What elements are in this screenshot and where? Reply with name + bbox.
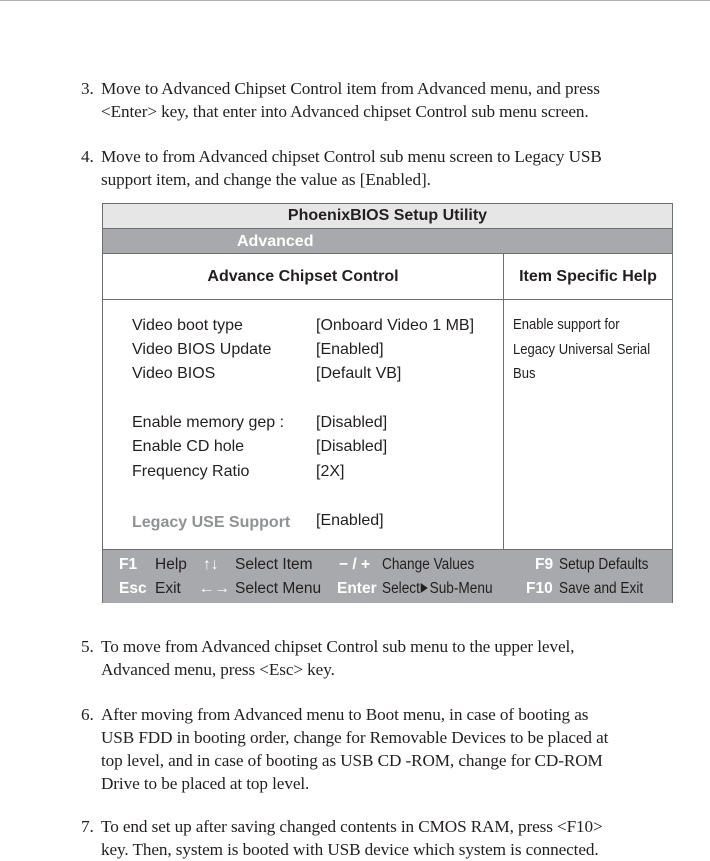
key-legend-row-1 — [103, 554, 672, 576]
help-line: Bus — [513, 366, 536, 382]
setup-defaults-desc: Setup Defaults — [559, 556, 649, 573]
section-title: Advance Chipset Control — [207, 268, 399, 285]
help-line: Legacy Universal Serial — [513, 341, 651, 358]
setting-label: Video boot type — [132, 317, 243, 334]
step-text-line: Move to Advanced Chipset Control item from Advanced menu, and press — [101, 79, 600, 98]
setting-enable-cd-hole[interactable] — [132, 436, 502, 458]
setting-frequency-ratio[interactable] — [132, 461, 502, 483]
step-4 — [81, 145, 681, 191]
setting-value[interactable]: [Disabled] — [316, 438, 388, 455]
step-number: 7. — [81, 817, 94, 836]
step-number: 6. — [81, 705, 94, 724]
setting-label: Video BIOS — [132, 365, 216, 382]
setting-label: Enable memory gep : — [132, 414, 285, 431]
key-legend-row-2 — [103, 578, 672, 600]
setting-value[interactable]: [Disabled] — [316, 414, 388, 431]
bios-setup-screen — [102, 203, 673, 603]
setting-video-bios-update[interactable] — [132, 339, 502, 361]
sub-menu-desc: Sub-Menu — [429, 580, 493, 597]
exit-key-desc: Exit — [155, 580, 181, 597]
step-text-line: To move from Advanced chipset Control sub menu to the upper level, — [101, 637, 575, 656]
submenu-triangle-icon — [421, 583, 428, 593]
setting-label: Frequency Ratio — [132, 463, 250, 480]
key-legend — [103, 549, 672, 603]
setting-enable-memory-gap[interactable] — [132, 412, 502, 434]
setting-value[interactable]: [Onboard Video 1 MB] — [316, 317, 475, 334]
setting-video-boot-type[interactable] — [132, 315, 502, 337]
select-desc: Select — [382, 580, 420, 597]
enter-key: Enter — [337, 580, 377, 597]
step-text-line: After moving from Advanced menu to Boot menu, in case of booting as — [101, 705, 589, 724]
f10-key: F10 — [526, 580, 553, 597]
step-text-line: support item, and change the value as [Enabled]. — [101, 170, 431, 189]
change-values-desc: Change Values — [382, 556, 475, 573]
esc-key: Esc — [119, 580, 147, 597]
setting-value[interactable]: [Default VB] — [316, 365, 402, 382]
step-number: 3. — [81, 79, 94, 98]
step-text-line: To end set up after saving changed contents in CMOS RAM, press <F10> — [101, 817, 603, 836]
minus-plus-key: − / + — [339, 556, 371, 573]
setting-value[interactable]: [2X] — [316, 463, 345, 480]
select-item-desc: Select Item — [235, 556, 313, 573]
step-text-line: key. Then, system is booted with USB device which system is connected. — [101, 840, 599, 859]
setting-value[interactable]: [Enabled] — [316, 341, 384, 358]
setting-label: Legacy USE Support — [132, 514, 291, 531]
tab-advanced[interactable]: Advanced — [237, 233, 314, 250]
left-right-arrows-icon: ←→ — [199, 580, 230, 597]
bios-header-row — [103, 254, 672, 300]
help-title: Item Specific Help — [519, 268, 657, 285]
step-text-line: Advanced menu, press <Esc> key. — [101, 660, 335, 679]
select-menu-desc: Select Menu — [235, 580, 322, 597]
step-text-line: top level, and in case of booting as USB CD -ROM, change for CD-ROM — [101, 751, 603, 770]
help-line: Enable support for — [513, 317, 620, 333]
setting-value[interactable]: [Enabled] — [316, 512, 384, 529]
setting-label: Enable CD hole — [132, 438, 245, 455]
setting-video-bios[interactable] — [132, 363, 502, 385]
step-number: 5. — [81, 637, 94, 656]
step-text-line: USB FDD in booting order, change for Removable Devices to be placed at — [101, 728, 609, 747]
step-text-line: <Enter> key, that enter into Advanced chipset Control sub menu screen. — [101, 102, 589, 121]
setting-label: Video BIOS Update — [132, 341, 272, 358]
column-divider — [503, 254, 504, 549]
up-down-arrows-icon: ↑↓ — [203, 556, 219, 573]
bios-menu-bar — [103, 229, 672, 254]
help-key-desc: Help — [155, 556, 187, 573]
step-number: 4. — [81, 147, 94, 166]
step-text-line: Drive to be placed at top level. — [101, 774, 310, 793]
step-5 — [81, 635, 681, 681]
item-help-text — [513, 313, 655, 387]
setting-legacy-usb-support[interactable] — [132, 510, 502, 532]
step-text-line: Move to from Advanced chipset Control sub menu screen to Legacy USB — [101, 147, 602, 166]
step-7 — [81, 815, 681, 861]
bios-title: PhoenixBIOS Setup Utility — [103, 204, 672, 229]
save-and-exit-desc: Save and Exit — [559, 580, 644, 597]
step-6 — [81, 703, 681, 795]
top-rule — [0, 0, 710, 1]
f9-key: F9 — [535, 556, 554, 573]
f1-key: F1 — [119, 556, 138, 573]
step-3 — [81, 77, 681, 123]
